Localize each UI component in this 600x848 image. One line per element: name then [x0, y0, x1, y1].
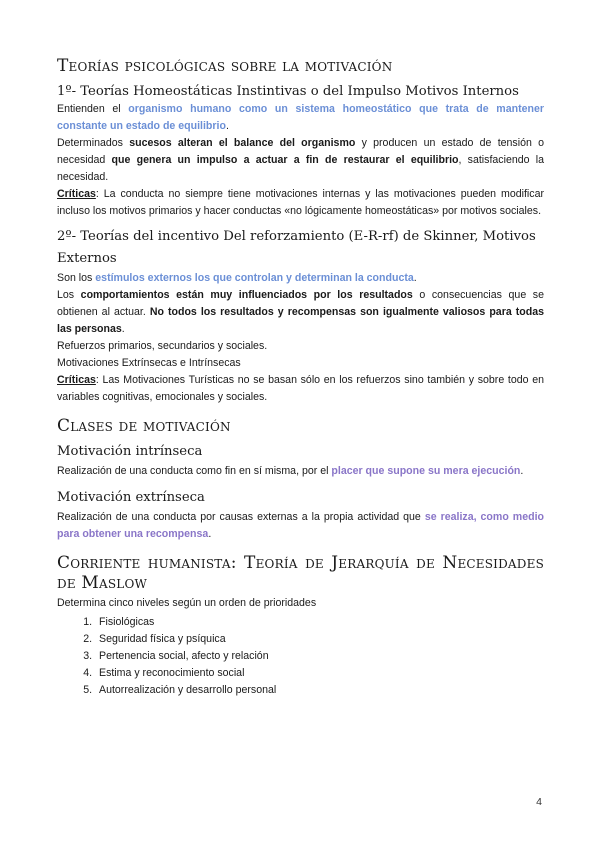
- list-item: 4. Estima y reconocimiento social: [95, 665, 544, 682]
- paragraph-criticas: Críticas: La conducta no siempre tiene motivaciones internas y las motivaciones pueden modificar incluso los motivos primarios y hacer conductas «no lógicamente homeostáticas» por motivos sociales.: [57, 188, 544, 217]
- paragraph: Realización de una conducta por causas externas a la propia actividad que se realiza, como medio para obtener una recompensa.: [57, 511, 544, 540]
- section-title-teorias: Teorías psicológicas sobre la motivación: [57, 56, 393, 76]
- paragraph: Determina cinco niveles según un orden de prioridades: [57, 597, 317, 609]
- paragraph: Los comportamientos están muy influenciados por los resultados o consecuencias que se obtienen al actuar. No todos los resultados y recompensas son igualmente valiosos para todas las personas.: [57, 289, 544, 335]
- section-title-maslow: Corriente humanista: Teoría de Jerarquía de Necesidades de Maslow: [57, 553, 544, 593]
- subtitle-intrinseca: Motivación intrínseca: [57, 444, 203, 459]
- page-number: 4: [536, 796, 542, 808]
- paragraph: Motivaciones Extrínsecas e Intrínsecas: [57, 357, 241, 369]
- paragraph: Son los estímulos externos los que controlan y determinan la conducta.: [57, 272, 417, 284]
- list-item: 1. Fisiológicas: [95, 614, 544, 631]
- subtitle-incentivo: 2º- Teorías del incentivo Del reforzamiento (E-R-rf) de Skinner, Motivos Externos: [57, 229, 536, 266]
- paragraph: Determinados sucesos alteran el balance del organismo y producen un estado de tensión o necesidad que genera un impulso a actuar a fin de restaurar el equilibrio, satisfaciendo la necesidad.: [57, 137, 544, 183]
- section-title-clases: Clases de motivación: [57, 416, 231, 436]
- list-item: 3. Pertenencia social, afecto y relación: [95, 648, 544, 665]
- list-item: 5. Autorrealización y desarrollo personal: [95, 682, 544, 699]
- paragraph: Entienden el organismo humano como un sistema homeostático que trata de mantener constante un estado de equilibrio.: [57, 103, 544, 132]
- document-page: [57, 56, 544, 699]
- maslow-list: [57, 614, 544, 699]
- paragraph: Refuerzos primarios, secundarios y sociales.: [57, 340, 268, 352]
- subtitle-extrinseca: Motivación extrínseca: [57, 490, 205, 505]
- paragraph-criticas: Críticas: Las Motivaciones Turísticas no se basan sólo en los refuerzos sino también y sobre todo en variables cognitivas, emocionales y sociales.: [57, 374, 544, 403]
- subtitle-homeostaticas: 1º- Teorías Homeostáticas Instintivas o del Impulso Motivos Internos: [57, 84, 519, 99]
- list-item: 2. Seguridad física y psíquica: [95, 631, 544, 648]
- paragraph: Realización de una conducta como fin en sí misma, por el placer que supone su mera ejecución.: [57, 465, 524, 477]
